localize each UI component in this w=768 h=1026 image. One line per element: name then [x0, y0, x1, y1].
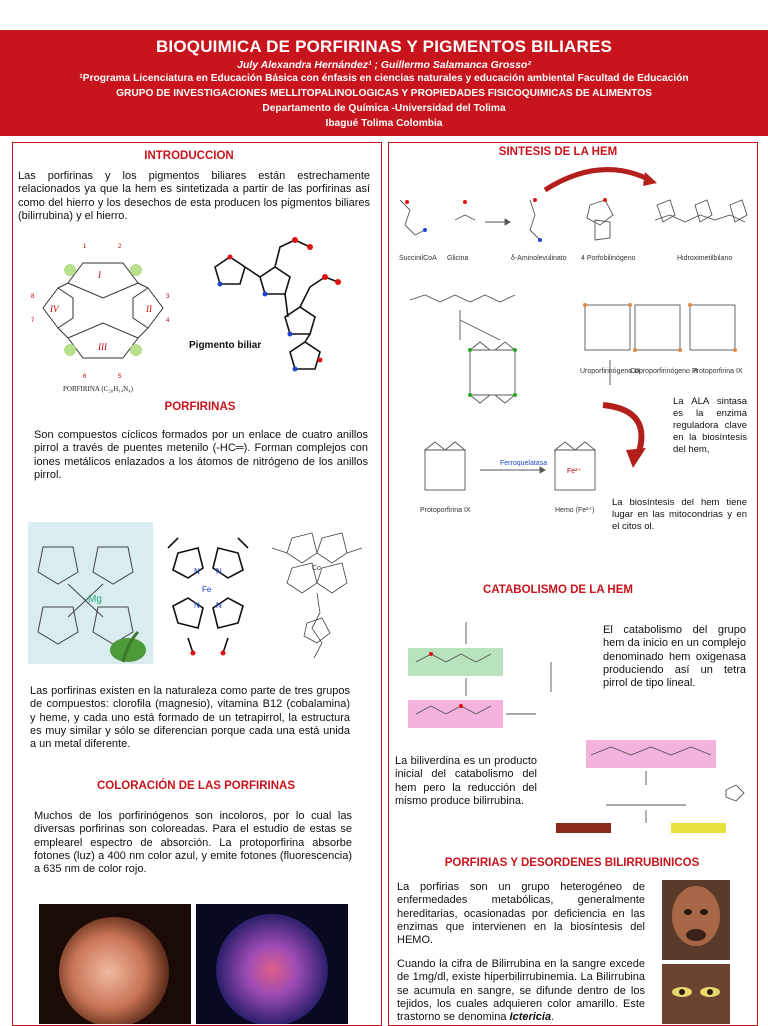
heme-formation: [415, 420, 605, 520]
biliverdina-text: La biliverdina es un producto inicial del catabolismo del hem pero la reducción del mismo produce bilirrubina.: [395, 755, 537, 807]
bilirrubina-text-end: .: [551, 1011, 555, 1024]
svg-text:N: N: [216, 567, 222, 576]
svg-text:N: N: [194, 601, 200, 610]
biosintesis-note: La biosíntesis del hem tiene lugar en las mitocondrias y en el citos ol.: [612, 497, 747, 532]
porphyria-patient-photo: [662, 880, 730, 960]
catabolismo-title: CATABOLISMO DE LA HEM: [483, 584, 633, 596]
label-coproporfirinogeno-iii: Coproporfirinógeno III: [630, 368, 698, 375]
intro-title: INTRODUCCION: [144, 150, 234, 162]
coloracion-title: COLORACIÓN DE LAS PORFIRINAS: [96, 780, 296, 792]
ala-sintasa-note: La ALA sintasa es la enzima reguladora clave en la biosíntesis del hem,: [673, 396, 747, 455]
svg-text:Mg: Mg: [88, 594, 102, 605]
label-ala: δ-Aminolevulinato: [511, 255, 567, 262]
coloracion-text: Muchos de los porfirinógenos son incoloros, por lo cual las diversas porfirinas son coloreadas. Para el estudio de estas se emplearel espectro de absorción. La protoporfirina absorbe fotones (luz) a 400 nm color azul, y emite fotones (fluorescencia) a 635 nm de color rojo.: [34, 810, 352, 876]
svg-text:Ferroquelatasa: Ferroquelatasa: [500, 460, 548, 467]
endoscopy-photo-white-light: [39, 904, 191, 1024]
label-glicina: Glicina: [447, 255, 469, 262]
bilirrubina-text-main: Cuando la cifra de Bilirrubina en la sangre excede de 1mg/dl, existe hiperbilirrubinemia. La Bilirrubina se acumula en sangre, se difunde dentro de los tejidos, los cuales adquieren color amarillo. Este trastorno se denomina: [397, 958, 645, 1024]
urobilinogen-diagram: [546, 735, 756, 840]
ictericia-term: Ictericia: [509, 1011, 552, 1024]
label-uroporfirinogeno-iii: Uroporfirinógeno III: [580, 368, 640, 375]
bile-pigment-figure: [200, 232, 350, 382]
svg-text:III: III: [98, 342, 107, 352]
porfirinas-title: PORFIRINAS: [164, 401, 236, 413]
svg-text:2: 2: [118, 244, 122, 250]
svg-text:I: I: [98, 270, 101, 280]
department-line: Departamento de Química -Universidad del Tolima: [262, 103, 506, 114]
porfirinas-text: Son compuestos cíclicos formados por un enlace de cuatro anillos pirrol a través de puentes metenilo (-HC═). Forman complejos con iones metálicos enlazados a los átomos de nitrógeno de los anillos pirrol.: [34, 429, 368, 481]
porfirias-title: PORFIRIAS Y DESORDENES BILIRRUBINICOS: [444, 857, 700, 869]
catabolismo-text: El catabolismo del grupo hem da inicio en un complejo denominado hem oxigenasa produciendo así un tetra pirrol de tipo lineal.: [603, 624, 746, 690]
location-line: Ibagué Tolima Colombia: [325, 118, 443, 129]
bilirrubina-text: [397, 958, 645, 1024]
program-line: ¹Programa Licenciatura en Educación Básica con énfasis en ciencias naturales y educación ambiental Facultad de Educación: [79, 73, 689, 84]
sintesis-title: SINTESIS DE LA HEM: [498, 146, 618, 158]
svg-text:IV: IV: [50, 304, 59, 314]
vitamin-b12-structure: [262, 508, 370, 663]
heme-catabolism-diagram: [406, 612, 598, 752]
label-pbg: 4 Porfobilinógeno: [581, 255, 636, 262]
top-margin: [0, 0, 768, 30]
porphyrin-caption: PORFIRINA (C₂₀H₁₄N₄): [63, 385, 133, 393]
svg-text:Fe: Fe: [202, 585, 212, 594]
svg-text:II: II: [146, 304, 152, 314]
label-hemo: Hemo (Fe²⁺): [555, 507, 595, 514]
porphyrin-ring-figure: [28, 238, 178, 398]
endoscopy-photo-fluorescence: [196, 904, 348, 1024]
svg-text:4: 4: [166, 318, 170, 324]
heme-synthesis-pathway: [395, 160, 755, 275]
svg-text:6: 6: [83, 374, 87, 380]
label-hidroximetilbilano: Hidroximetilbilano: [677, 255, 733, 262]
svg-text:1: 1: [83, 244, 87, 250]
svg-text:5: 5: [118, 374, 122, 380]
intro-text: Las porfirinas y los pigmentos biliares están estrechamente relacionados ya que la hem es sintetizada a partir de las porfirinas así como del hierro y los desechos de esta producen los pigmentos biliares (bilirrubina) y el hierro.: [18, 170, 370, 222]
svg-text:Co: Co: [312, 565, 321, 572]
label-protoporfirina-ix-2: Protoporfirina IX: [420, 507, 471, 514]
jaundice-eyes-photo: [662, 964, 730, 1024]
curved-arrow-icon: [598, 400, 658, 470]
poster-header: [0, 30, 768, 136]
svg-text:3: 3: [166, 294, 170, 300]
label-protoporfirina-ix: Protoporfirina IX: [692, 368, 743, 375]
heme-structure: [158, 528, 258, 658]
svg-text:8: 8: [31, 294, 35, 300]
porfirias-text: La porfirias son un grupo heterogéneo de enfermedades metabólicas, generalmente hereditarias, ocasionadas por deficiencia en las enzimas que intervienen en la biosíntesis del HEMO.: [397, 881, 645, 947]
chlorophyll-image: [28, 522, 153, 664]
group-line: GRUPO DE INVESTIGACIONES MELLITOPALINOLOGICAS Y PROPIEDADES FISICOQUIMICAS DE ALIMENTOS: [116, 88, 652, 99]
svg-text:Fe²⁺: Fe²⁺: [567, 468, 582, 475]
poster-title: BIOQUIMICA DE PORFIRINAS Y PIGMENTOS BILIARES: [155, 37, 613, 56]
porfirinas-text-2: Las porfirinas existen en la naturaleza como parte de tres grupos de compuestos: clorofila (magnesio), vitamina B12 (cobalamina) y heme, y cada uno está formado de un tetrapirrol, la estructura es muy similar y sólo se diferencian porque cada una está unida a un metal diferente.: [30, 685, 350, 751]
svg-text:N: N: [216, 601, 222, 610]
svg-text:N: N: [194, 567, 200, 576]
svg-text:7: 7: [31, 318, 35, 324]
authors: July Alexandra Hernández¹ ; Guillermo Salamanca Grosso²: [237, 59, 531, 71]
bile-pigment-label: Pigmento biliar: [189, 340, 262, 351]
label-succinilcoa: SuccinilCoA: [399, 255, 437, 262]
uroporphyrinogen-pathway: [400, 280, 752, 410]
